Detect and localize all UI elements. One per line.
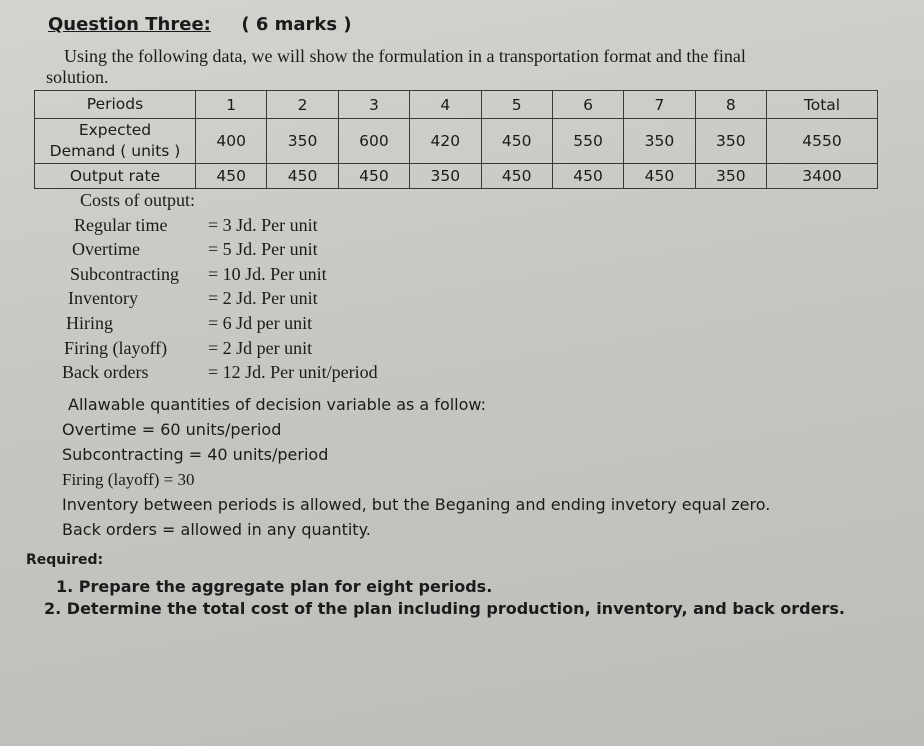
task-2: 2. Determine the total cost of the plan including production, inventory, and back orders. <box>44 599 845 618</box>
cost-value: = 2 Jd. Per unit <box>208 288 318 309</box>
question-intro <box>46 46 886 88</box>
period-cell: 8 <box>695 91 766 119</box>
period-cell: 6 <box>552 91 623 119</box>
output-cell: 450 <box>552 164 623 189</box>
table-row-output <box>35 164 878 189</box>
demand-cell: 350 <box>695 119 766 164</box>
costs-section <box>62 188 378 385</box>
output-cell: 450 <box>624 164 695 189</box>
demand-label-line-1: Expected <box>78 121 152 139</box>
output-cell: 350 <box>695 164 766 189</box>
required-heading: Required: <box>26 552 104 568</box>
question-title: Question Three: <box>48 14 211 35</box>
demand-total: 4550 <box>767 119 878 164</box>
cost-name: Subcontracting <box>70 263 179 284</box>
cost-name: Overtime <box>72 239 140 260</box>
costs-heading: Costs of output: <box>80 190 196 210</box>
inventory-note: Inventory between periods is allowed, but the Beganing and ending invetory equal zero. <box>62 495 771 514</box>
cost-item <box>62 336 313 361</box>
cost-name: Regular time <box>74 214 168 235</box>
table-row-periods <box>35 91 878 119</box>
cost-value: = 5 Jd. Per unit <box>208 239 318 260</box>
demand-cell: 550 <box>552 119 623 164</box>
intro-line-2: solution. <box>46 67 109 87</box>
demand-cell: 400 <box>196 119 267 164</box>
output-cell: 450 <box>196 164 267 189</box>
period-cell: 4 <box>410 91 481 119</box>
cost-value: = 12 Jd. Per unit/period <box>208 362 378 383</box>
demand-output-table <box>34 90 878 189</box>
backorders-note: Back orders = allowed in any quantity. <box>62 520 371 539</box>
allowable-firing: Firing (layoff) = 30 <box>62 470 195 489</box>
output-cell: 350 <box>410 164 481 189</box>
cost-item <box>62 237 318 262</box>
demand-label <box>35 119 196 164</box>
allowable-section <box>62 392 770 542</box>
output-cell: 450 <box>338 164 409 189</box>
cost-item <box>62 360 378 385</box>
intro-line-1: Using the following data, we will show the formulation in a transportation format and the final <box>64 46 746 66</box>
output-total: 3400 <box>767 164 878 189</box>
output-label: Output rate <box>35 164 196 189</box>
demand-cell: 420 <box>410 119 481 164</box>
total-header: Total <box>767 91 878 119</box>
period-cell: 1 <box>196 91 267 119</box>
periods-label: Periods <box>35 91 196 119</box>
demand-cell: 600 <box>338 119 409 164</box>
cost-item <box>62 286 318 311</box>
cost-value: = 6 Jd per unit <box>208 312 313 333</box>
cost-value: = 3 Jd. Per unit <box>208 214 318 235</box>
task-1: 1. Prepare the aggregate plan for eight periods. <box>56 577 493 596</box>
cost-item <box>62 262 327 287</box>
cost-value: = 10 Jd. Per unit <box>208 263 327 284</box>
demand-cell: 450 <box>481 119 552 164</box>
period-cell: 2 <box>267 91 338 119</box>
question-heading <box>48 14 352 35</box>
output-cell: 450 <box>481 164 552 189</box>
output-cell: 450 <box>267 164 338 189</box>
allowable-heading: Allawable quantities of decision variable as a follow: <box>68 395 487 414</box>
cost-item <box>62 213 318 238</box>
period-cell: 7 <box>624 91 695 119</box>
question-marks: ( 6 marks ) <box>241 14 352 35</box>
period-cell: 3 <box>338 91 409 119</box>
period-cell: 5 <box>481 91 552 119</box>
cost-value: = 2 Jd per unit <box>208 337 313 358</box>
allowable-overtime: Overtime = 60 units/period <box>62 420 282 439</box>
demand-cell: 350 <box>267 119 338 164</box>
demand-label-line-2: Demand ( units ) <box>49 142 181 160</box>
cost-item <box>62 311 313 336</box>
cost-name: Firing (layoff) <box>64 337 168 358</box>
cost-name: Hiring <box>66 312 113 333</box>
allowable-subcontracting: Subcontracting = 40 units/period <box>62 445 329 464</box>
table-row-demand <box>35 119 878 164</box>
required-tasks <box>44 576 845 620</box>
cost-name: Back orders <box>62 362 149 383</box>
cost-name: Inventory <box>68 288 138 309</box>
demand-cell: 350 <box>624 119 695 164</box>
